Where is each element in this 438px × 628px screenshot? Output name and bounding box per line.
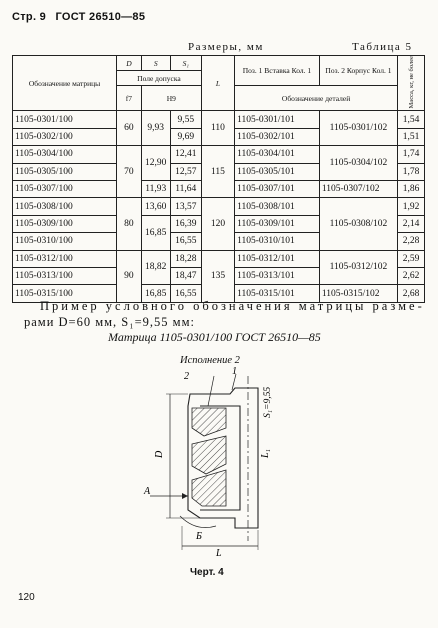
cell-d: 80 [117, 198, 142, 250]
cell-pos1: 1105-0305/101 [235, 163, 320, 180]
cell-s1: 9,55 [170, 111, 201, 128]
standard-code: ГОСТ 26510—85 [55, 11, 146, 23]
header-designation: Обозначение матрицы [13, 56, 117, 111]
cell-d: 90 [117, 250, 142, 302]
cell-mass: 1,54 [398, 111, 425, 128]
cell-designation: 1105-0309/100 [13, 215, 117, 232]
cell-designation: 1105-0308/100 [13, 198, 117, 215]
dimensions-caption: Размеры, мм [188, 41, 264, 53]
section-hatch-top [192, 408, 226, 436]
cell-s1: 16,39 [170, 215, 201, 232]
cell-mass: 1,92 [398, 198, 425, 215]
cell-designation: 1105-0313/100 [13, 267, 117, 284]
cell-s: 16,85 [141, 215, 170, 250]
cell-designation: 1105-0310/100 [13, 233, 117, 250]
cell-s1: 13,57 [170, 198, 201, 215]
cell-designation: 1105-0312/100 [13, 250, 117, 267]
cell-designation: 1105-0315/100 [13, 285, 117, 302]
header-pos2: Поз. 2 Корпус Кол. 1 [319, 56, 397, 86]
header-l: L [201, 56, 234, 111]
cell-pos1: 1105-0315/101 [235, 285, 320, 302]
section-hatch-bottom [192, 470, 226, 506]
label-d: D [154, 450, 165, 458]
cell-mass: 2,59 [398, 250, 425, 267]
label-1: 1 [232, 366, 237, 377]
cell-pos2: 1105-0307/102 [319, 181, 397, 198]
cell-pos1: 1105-0312/101 [235, 250, 320, 267]
cell-designation: 1105-0301/100 [13, 111, 117, 128]
cell-l: 115 [201, 146, 234, 198]
cell-s: 9,93 [141, 111, 170, 146]
cell-mass: 2,14 [398, 215, 425, 232]
cell-s: 13,60 [141, 198, 170, 215]
cell-mass: 2,62 [398, 267, 425, 284]
variant-title: Исполнение 2 [180, 355, 240, 366]
example-line-2: рами D=60 мм, S₁=9,55 мм: [24, 315, 195, 329]
cell-s1: 9,69 [170, 128, 201, 145]
example-designation: Матрица 1105-0301/100 ГОСТ 26510—85 [108, 330, 321, 344]
table-row [13, 198, 425, 215]
cell-mass: 2,68 [398, 285, 425, 302]
cell-s1: 16,55 [170, 233, 201, 250]
label-l1: L₁ [260, 448, 271, 458]
cell-s1: 18,47 [170, 267, 201, 284]
dimensions-table [12, 55, 425, 303]
figure-caption: Черт. 4 [190, 567, 224, 578]
cell-mass: 1,51 [398, 128, 425, 145]
table-row [13, 111, 425, 128]
cell-pos2: 1105-0304/102 [319, 146, 397, 181]
cell-pos1: 1105-0313/101 [235, 267, 320, 284]
header-pos1: Поз. 1 Вставка Кол. 1 [235, 56, 320, 86]
cell-s: 11,93 [141, 181, 170, 198]
cell-s1: 11,64 [170, 181, 201, 198]
cell-pos2: 1105-0308/102 [319, 198, 397, 250]
cell-pos1: 1105-0307/101 [235, 181, 320, 198]
cell-pos1: 1105-0301/101 [235, 111, 320, 128]
cell-designation: 1105-0307/100 [13, 181, 117, 198]
cell-pos2: 1105-0315/102 [319, 285, 397, 302]
cell-s: 16,85 [141, 285, 170, 302]
label-a: А [144, 486, 151, 497]
header-d: D [117, 56, 142, 71]
cell-designation: 1105-0305/100 [13, 163, 117, 180]
cell-l: 120 [201, 198, 234, 250]
header-f7: f7 [117, 86, 142, 111]
cell-pos1: 1105-0302/101 [235, 128, 320, 145]
page-label: Стр. 9 [12, 11, 47, 23]
label-l: L [216, 548, 222, 559]
cell-l: 110 [201, 111, 234, 146]
cell-mass: 1,78 [398, 163, 425, 180]
cell-s1: 16,55 [170, 285, 201, 302]
page-header [12, 11, 151, 23]
page-number: 120 [18, 592, 35, 603]
cell-mass: 1,86 [398, 181, 425, 198]
section-hatch-middle [192, 436, 226, 474]
header-s: S [141, 56, 170, 71]
cell-mass: 1,74 [398, 146, 425, 163]
cell-pos1: 1105-0310/101 [235, 233, 320, 250]
cell-s: 12,90 [141, 146, 170, 181]
header-h9: H9 [141, 86, 201, 111]
cell-s1: 12,41 [170, 146, 201, 163]
header-mass: Масса, кг, не более [398, 56, 425, 111]
cell-s1: 18,28 [170, 250, 201, 267]
die-drawing [140, 366, 290, 566]
table-row [13, 250, 425, 267]
cell-pos2: 1105-0301/102 [319, 111, 397, 146]
table-number: Таблица 5 [352, 41, 413, 53]
cell-s: 18,82 [141, 250, 170, 285]
label-2: 2 [184, 371, 189, 382]
cell-d: 70 [117, 146, 142, 198]
cell-l: 135 [201, 250, 234, 302]
cell-d: 60 [117, 111, 142, 146]
table-row [13, 146, 425, 163]
cell-pos1: 1105-0308/101 [235, 198, 320, 215]
header-s1: S₁ [170, 56, 201, 71]
cell-mass: 2,28 [398, 233, 425, 250]
cell-designation: 1105-0302/100 [13, 128, 117, 145]
cell-s1: 12,57 [170, 163, 201, 180]
cell-pos1: 1105-0309/101 [235, 215, 320, 232]
cell-pos1: 1105-0304/101 [235, 146, 320, 163]
cell-designation: 1105-0304/100 [13, 146, 117, 163]
header-tolerance: Поле допуска [117, 71, 202, 86]
cell-pos2: 1105-0312/102 [319, 250, 397, 285]
example-line-1: Пример условного обозначения матрицы разме- [40, 299, 425, 313]
label-b: Б [196, 531, 202, 542]
label-s1: S₁=9,55 [263, 386, 273, 418]
header-parts: Обозначение деталей [235, 86, 398, 111]
